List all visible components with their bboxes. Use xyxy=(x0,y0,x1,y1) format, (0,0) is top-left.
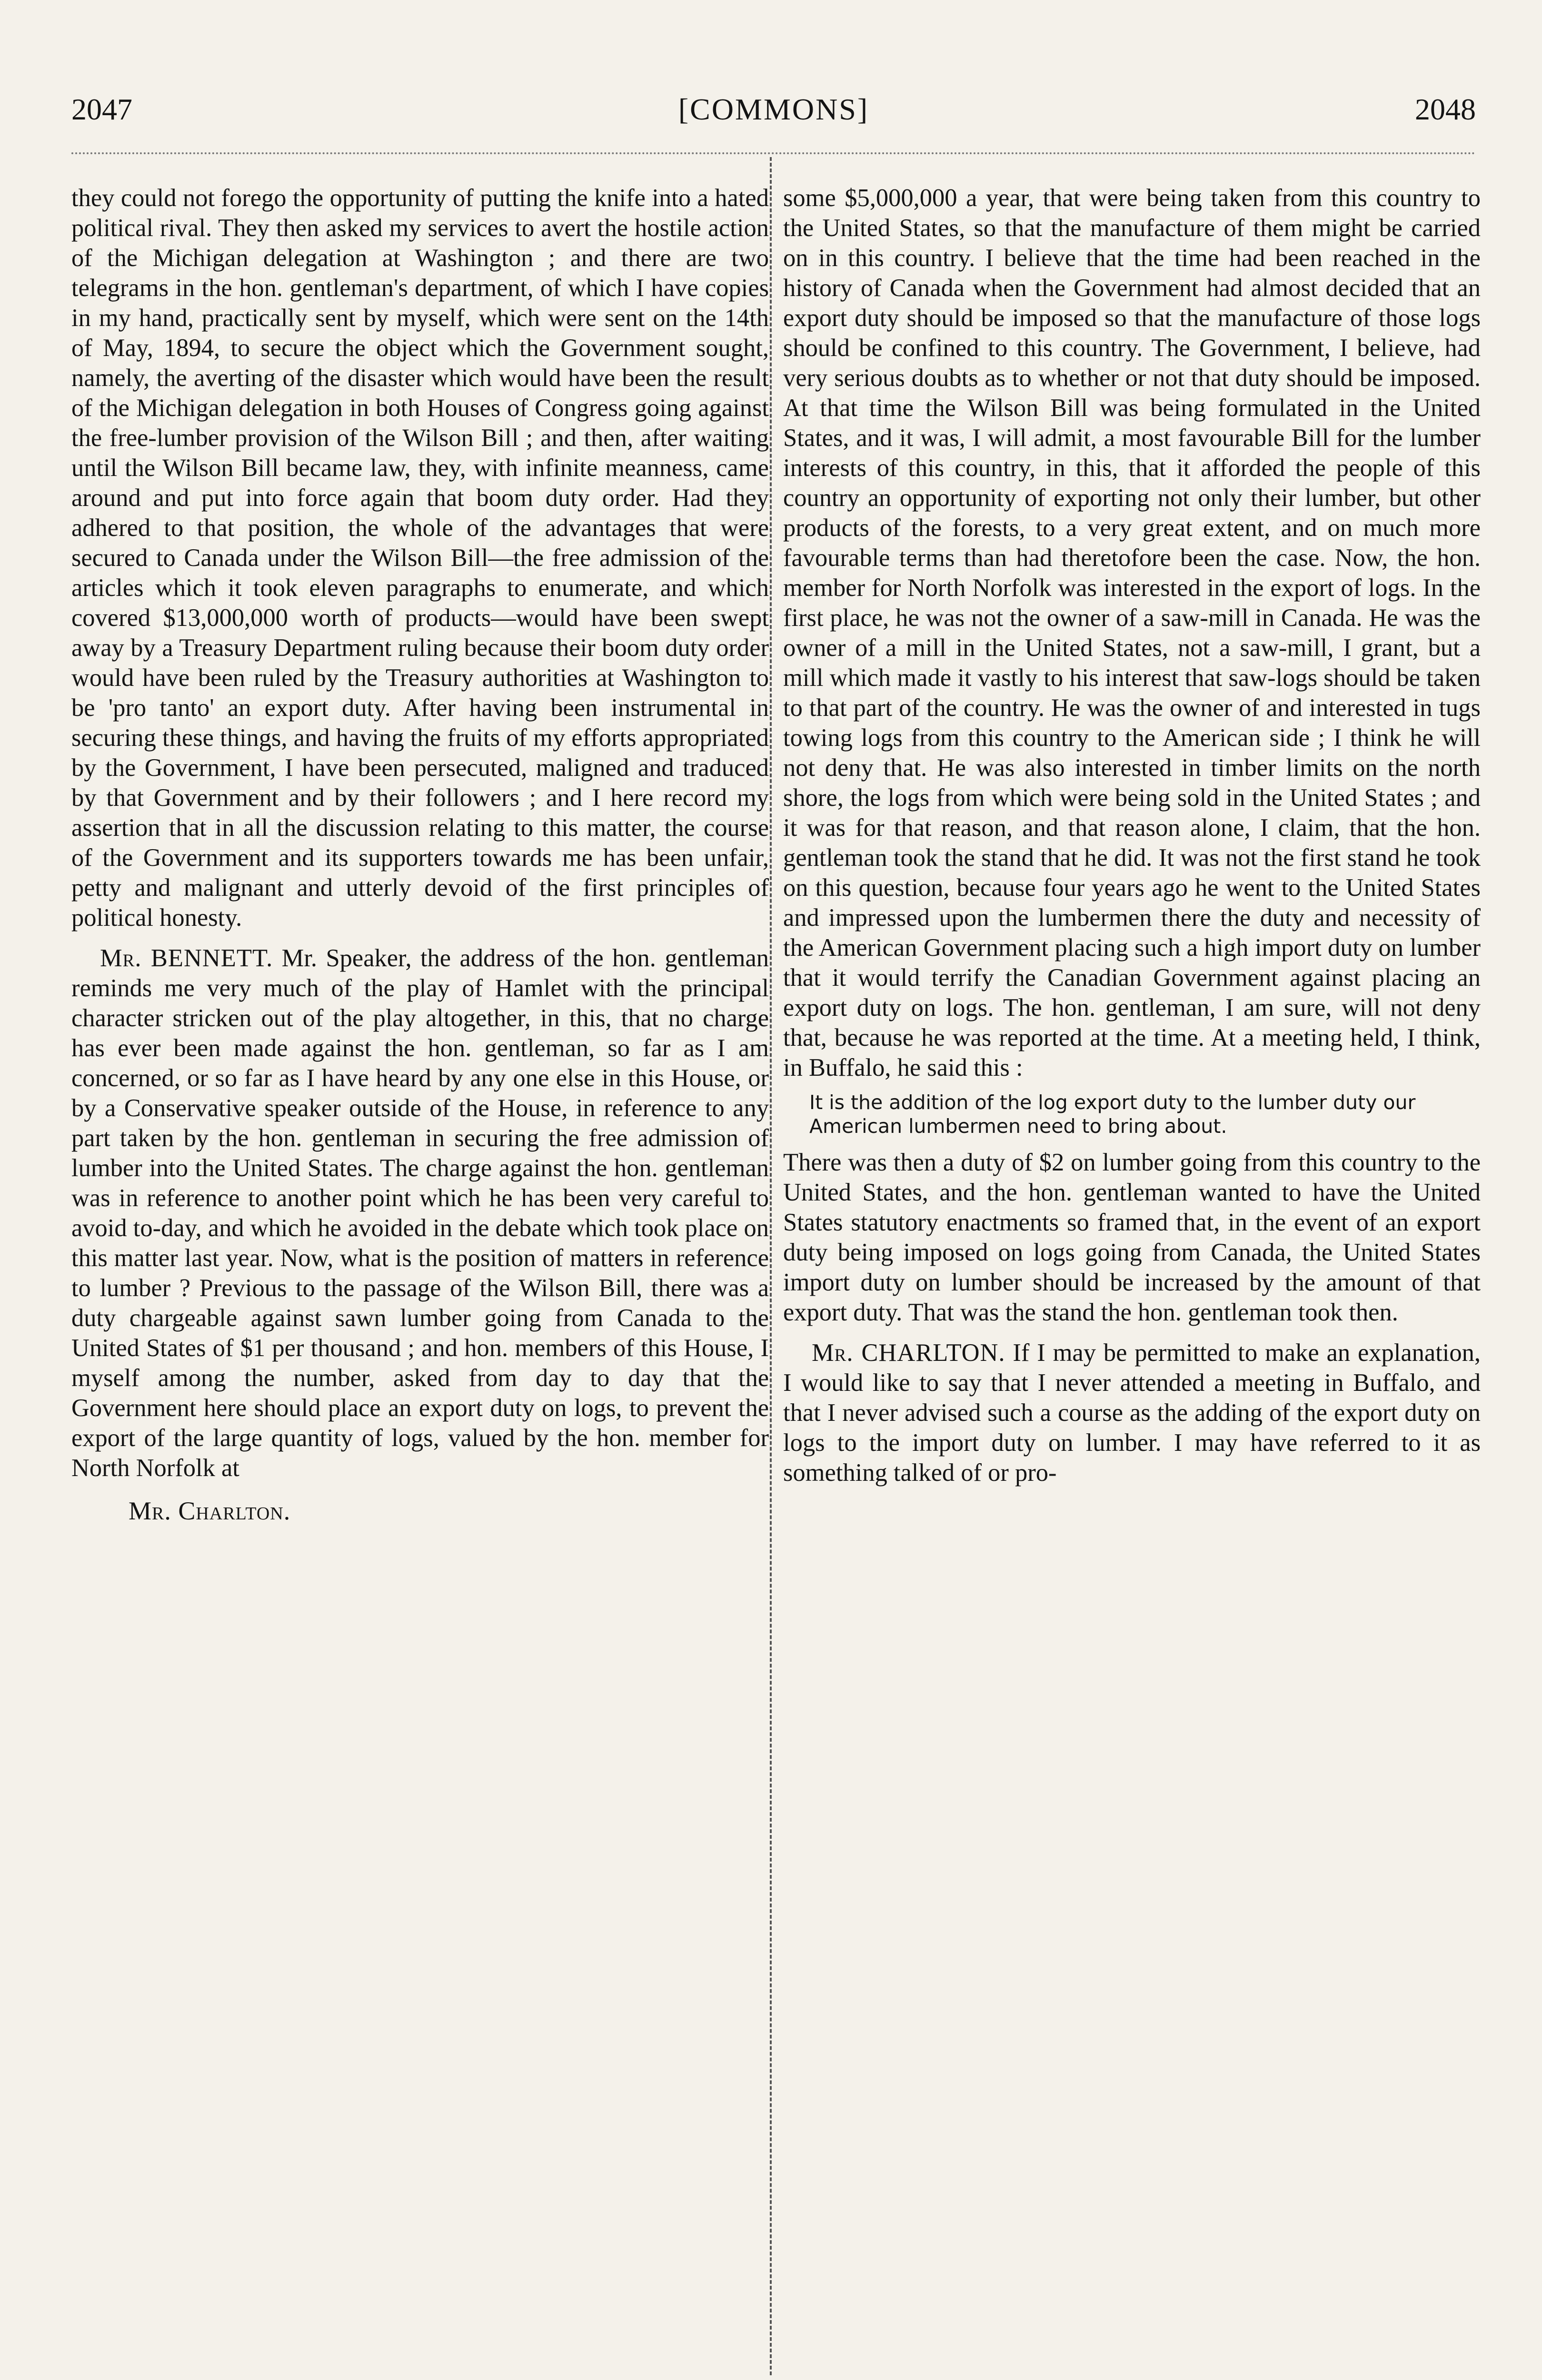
page-header xyxy=(71,86,1476,138)
paragraph-bennett xyxy=(71,943,769,1483)
block-quote: It is the addition of the log export duty to the lumber duty our American lumbermen need to bring about. xyxy=(809,1091,1416,1138)
right-column xyxy=(783,183,1481,2368)
paragraph-continued: they could not forego the opportunity of putting the knife into a hated political rival. They then asked my services to avert the hostile action of the Michigan delegation at Washington ; and there are two telegrams in the hon. gentleman's department, of which I have copies in my hand, practically sent by myself, which were sent on the 14th of May, 1894, to secure the object which the Government sought, namely, the averting of the disaster which would have been the result of the Michigan delegation in both Houses of Congress going against the free-lumber provision of the Wilson Bill ; and then, after waiting until the Wilson Bill became law, they, with infinite meanness, came around and put into force again that boom duty order. Had they adhered to that position, the whole of the advantages that were secured to Canada under the Wilson Bill—the free admission of the articles which it took eleven paragraphs to enumerate, and which covered $13,000,000 worth of products—would have been swept away by a Treasury Department ruling because their boom duty order would have been ruled by the Treasury authorities at Washington to be 'pro tanto' an export duty. After having been instrumental in securing these things, and having the fruits of my efforts appropriated by the Government, I have been persecuted, maligned and traduced by that Government and by their followers ; and I here record my assertion that in all the discussion relating to this matter, the course of the Government and its supporters towards me has been unfair, petty and malignant and utterly devoid of the first principles of political honesty. xyxy=(71,184,769,932)
column-divider xyxy=(770,157,772,2375)
paragraph-after-quote: There was then a duty of $2 on lumber going from this country to the United States, and the hon. gentleman wanted to have the United States statutory enactments so framed that, in the event of an export duty being imposed on logs going from Canada, the United States import duty on lumber should be increased by the amount of that export duty. That was the stand the hon. gentleman took then. xyxy=(783,1149,1481,1326)
header-rule xyxy=(71,152,1476,154)
speech-text: Mr. Speaker, the address of the hon. gentleman reminds me very much of the play of Hamlet with the principal character stricken out of the play altogether, in this, that no charge has ever been made against the hon. gentleman, so far as I am concerned, or so far as I have heard by any one else in this House, or by a Conservative speaker outside of the House, in reference to any part taken by the hon. gentleman in securing the free admission of lumber into the United States. The charge against the hon. gentleman was in reference to another point which he has been very careful to avoid to-day, and which he avoided in the debate which took place on this matter last year. Now, what is the position of matters in reference to lumber ? Previous to the passage of the Wilson Bill, there was a duty chargeable against sawn lumber going from Canada to the United States of $1 per thousand ; and hon. members of this House, I myself among the number, asked from day to day that the Government here should place an export duty on logs, to prevent the export of the large quantity of logs, valued by the hon. member for North Norfolk at xyxy=(71,944,769,1482)
speech-text: If I may be permitted to make an explanation, I would like to say that I never attended a meeting in Buffalo, and that I never advised such a course as the adding of the export duty on logs to the import duty on lumber. I may have referred to it as something talked of or pro- xyxy=(783,1339,1481,1487)
paragraph-charlton xyxy=(783,1338,1481,1488)
page-footer-name: Mr. Charlton. xyxy=(129,1497,291,1525)
page-number-right: 2048 xyxy=(1415,92,1476,126)
page-number-left: 2047 xyxy=(71,92,132,126)
speaker-name: Mr. BENNETT. xyxy=(100,944,273,972)
speaker-name: Mr. CHARLTON. xyxy=(812,1339,1005,1367)
running-title: [COMMONS] xyxy=(678,92,869,126)
paragraph-continued: some $5,000,000 a year, that were being taken from this country to the United States, so that the manufacture of them might be carried on in this country. I believe that the time had been reached in the history of Canada when the Government had almost decided that an export duty should be imposed so that the manufacture of those logs should be confined to this country. The Government, I believe, had very serious doubts as to whether or not that duty should be imposed. At that time the Wilson Bill was being formulated in the United States, and it was, I will admit, a most favourable Bill for the lumber interests of this country, in this, that it afforded the people of this country an opportunity of exporting not only their lumber, but other products of the forests, to a very great extent, and on much more favourable terms than had theretofore been the case. Now, the hon. member for North Norfolk was interested in the export of logs. In the first place, he was not the owner of a saw-mill in Canada. He was the owner of a mill in the United States, not a saw-mill, I grant, but a mill which made it vastly to his interest that saw-logs should be taken to that part of the country. He was the owner of and interested in tugs towing logs from this country to the American side ; I think he will not deny that. He was also interested in timber limits on the north shore, the logs from which were being sold in the United States ; and it was for that reason, and that reason alone, I claim, that the hon. gentleman took the stand that he did. It was not the first stand he took on this question, because four years ago he went to the United States and impressed upon the lumbermen there the duty and necessity of the American Government placing such a high import duty on lumber that it would terrify the Canadian Government against placing an export duty on logs. The hon. gentleman, I am sure, will not deny that, because he was reported at the time. At a meeting held, I think, in Buffalo, he said this : xyxy=(783,184,1481,1081)
left-column xyxy=(71,183,769,2368)
